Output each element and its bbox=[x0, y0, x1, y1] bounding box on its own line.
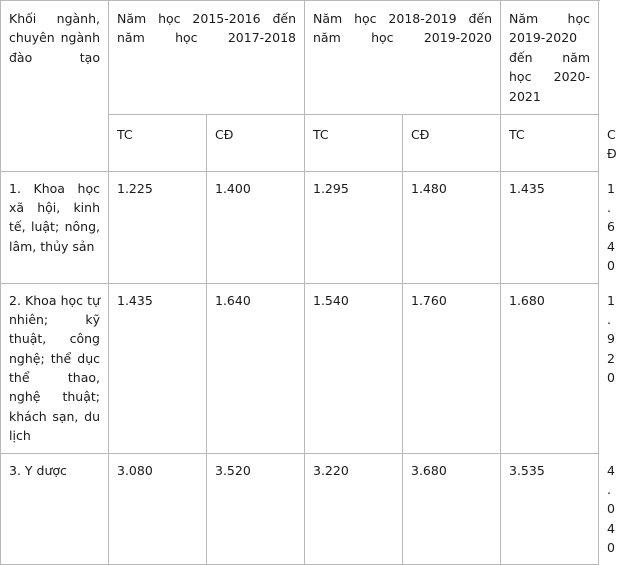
table-header-group-row bbox=[1, 1, 599, 115]
header-cell-sub-3 bbox=[305, 114, 403, 171]
row-value-text: 1.640 bbox=[215, 292, 251, 308]
header-group-1-text: Năm học 2015-2016 đến năm học 2017-2018 bbox=[117, 11, 296, 46]
row-value-cell bbox=[403, 283, 501, 453]
header-row-label-text: Khối ngành, chuyên ngành đào tạo bbox=[9, 11, 100, 65]
header-sub-1-text: TC bbox=[117, 126, 133, 142]
row-label-text: 2. Khoa học tự nhiên; kỹ thuật, công nghệ; thể dục thể thao, nghệ thuật; khách sạn, du lịch bbox=[9, 292, 100, 444]
row-value-text: 3.680 bbox=[411, 462, 447, 478]
row-value-cell bbox=[403, 453, 501, 565]
row-label-cell bbox=[1, 283, 109, 453]
header-cell-group-1 bbox=[109, 1, 305, 115]
row-value-text: 3.080 bbox=[117, 462, 153, 478]
header-cell-group-3 bbox=[501, 1, 599, 115]
row-value-text: 1.225 bbox=[117, 180, 153, 196]
row-value-text: 1.400 bbox=[215, 180, 251, 196]
table-header-sub-row: TC CĐ TC CĐ TC CĐ bbox=[1, 114, 599, 171]
row-value-cell bbox=[109, 453, 207, 565]
row-label-text: 3. Y dược bbox=[9, 462, 67, 478]
header-cell-group-2 bbox=[305, 1, 501, 115]
row-value-text: 1.680 bbox=[509, 292, 545, 308]
row-value-text: 1.540 bbox=[313, 292, 349, 308]
header-sub-4-text: CĐ bbox=[411, 126, 430, 142]
row-value-text: 1.480 bbox=[411, 180, 447, 196]
row-label-text: 1. Khoa học xã hội, kinh tế, luật; nông, lâm, thủy sản bbox=[9, 180, 100, 254]
row-value-cell bbox=[305, 171, 403, 283]
header-cell-row-label bbox=[1, 1, 109, 172]
row-label-cell bbox=[1, 171, 109, 283]
row-value-text: 3.535 bbox=[509, 462, 545, 478]
table-row: 3. Y dược 3.080 3.520 3.220 3.680 3.535 4.040 bbox=[1, 453, 599, 565]
header-cell-sub-5 bbox=[501, 114, 599, 171]
header-cell-sub-1 bbox=[109, 114, 207, 171]
table-row: 1. Khoa học xã hội, kinh tế, luật; nông, lâm, thủy sản 1.225 1.400 1.295 1.480 1.435 1.640 bbox=[1, 171, 599, 283]
row-value-cell bbox=[501, 453, 599, 565]
row-value-text: 1.295 bbox=[313, 180, 349, 196]
row-label-cell bbox=[1, 453, 109, 565]
row-value-cell bbox=[305, 453, 403, 565]
row-value-text: 3.220 bbox=[313, 462, 349, 478]
row-value-cell bbox=[501, 171, 599, 283]
header-sub-5-text: TC bbox=[509, 126, 525, 142]
header-group-3-text: Năm học 2019-2020 đến năm học 2020-2021 bbox=[509, 11, 590, 104]
row-value-cell bbox=[305, 283, 403, 453]
row-value-cell bbox=[403, 171, 501, 283]
header-sub-2-text: CĐ bbox=[215, 126, 234, 142]
row-value-text: 1.435 bbox=[117, 292, 153, 308]
row-value-cell bbox=[109, 283, 207, 453]
row-value-text: 1.760 bbox=[411, 292, 447, 308]
table-row: 2. Khoa học tự nhiên; kỹ thuật, công nghệ; thể dục thể thao, nghệ thuật; khách sạn, du lịch 1.435 1.640 1.540 1.760 1.680 1.920 bbox=[1, 283, 599, 453]
row-value-cell bbox=[207, 171, 305, 283]
header-cell-sub-2 bbox=[207, 114, 305, 171]
header-group-2-text: Năm học 2018-2019 đến năm học 2019-2020 bbox=[313, 11, 492, 46]
header-sub-3-text: TC bbox=[313, 126, 329, 142]
row-value-text: 1.435 bbox=[509, 180, 545, 196]
row-value-cell bbox=[207, 283, 305, 453]
header-cell-sub-4 bbox=[403, 114, 501, 171]
row-value-cell bbox=[501, 283, 599, 453]
row-value-cell bbox=[207, 453, 305, 565]
row-value-cell bbox=[109, 171, 207, 283]
row-value-text: 3.520 bbox=[215, 462, 251, 478]
